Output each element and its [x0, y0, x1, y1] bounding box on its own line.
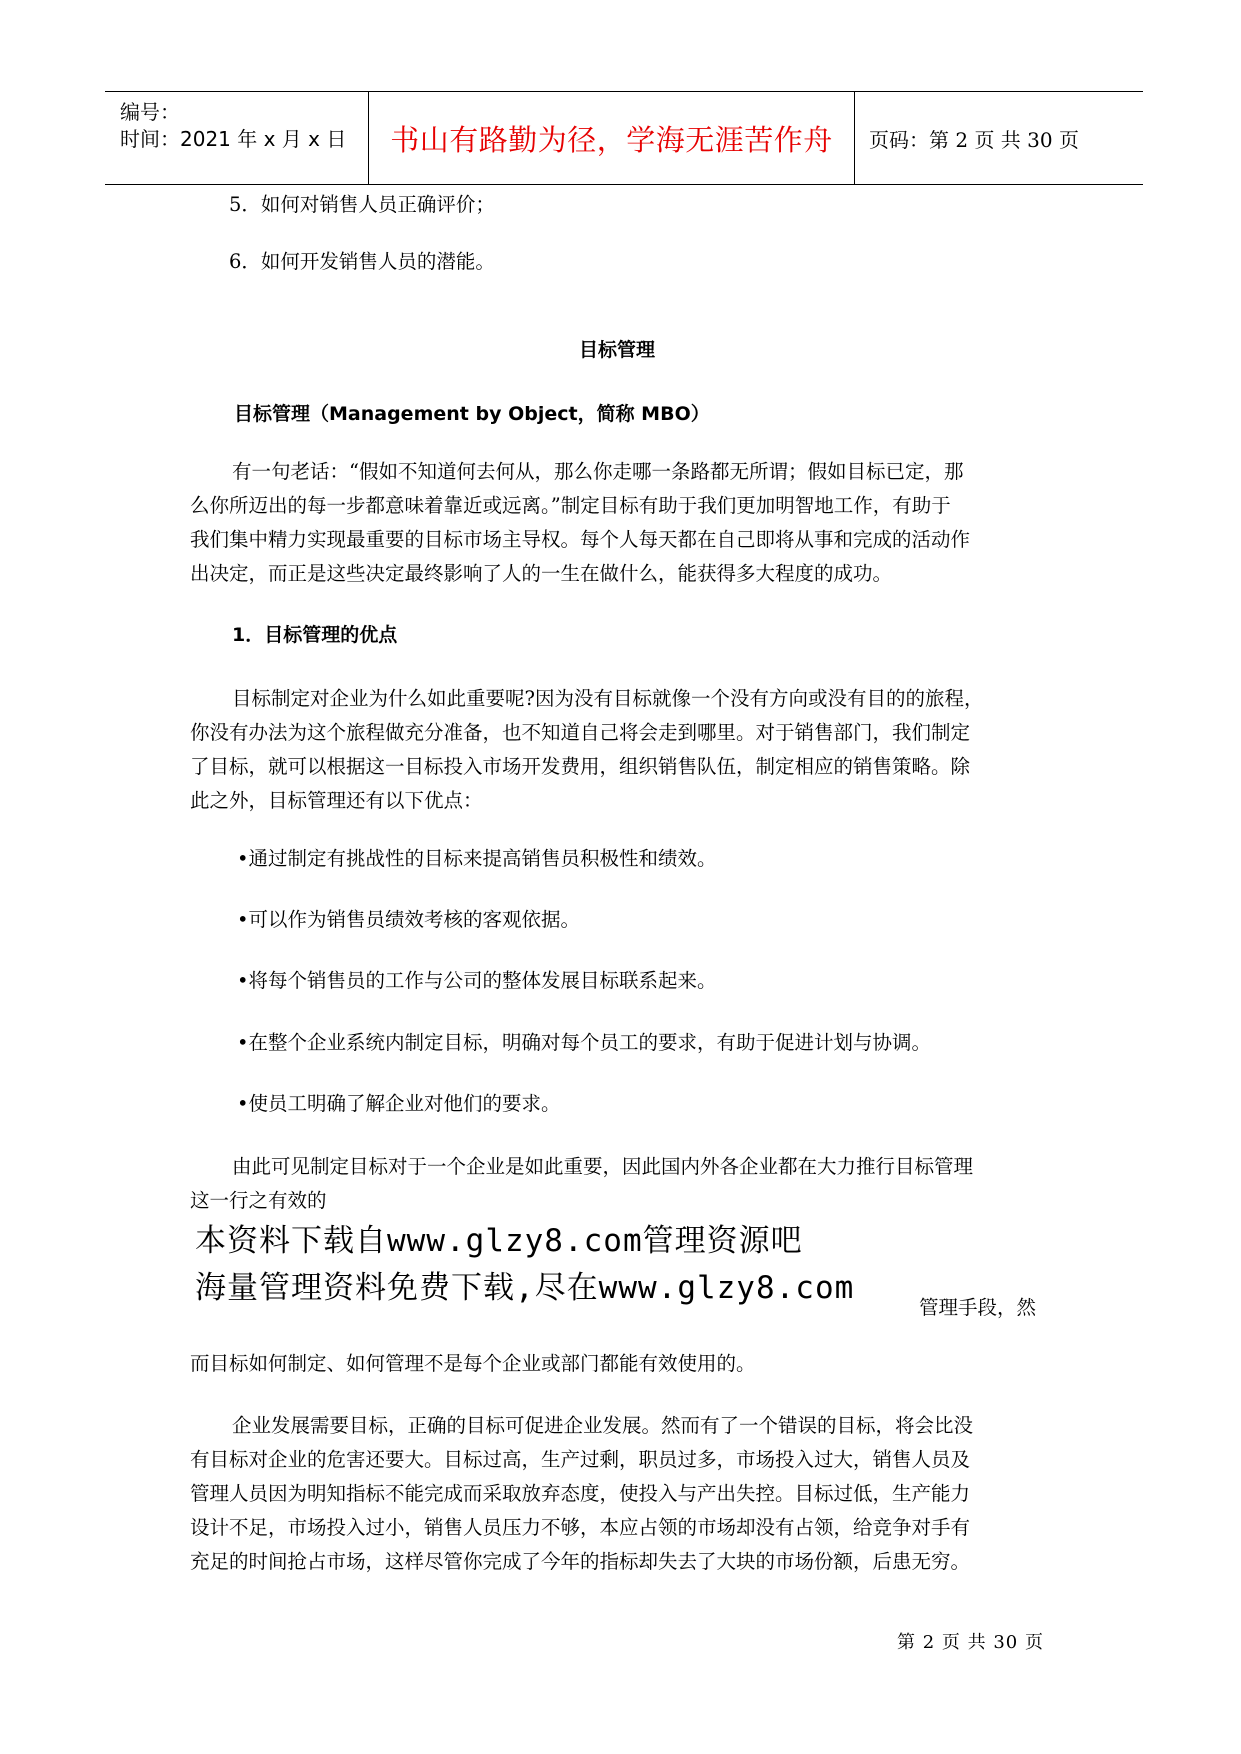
bullet-item: •可以作为销售员绩效考核的客观依据。: [237, 908, 581, 931]
paragraph-line: 由此可见制定目标对于一个企业是如此重要，因此国内外各企业都在大力推行目标管理: [232, 1155, 974, 1178]
header-page-code: 页码：第 2 页 共 30 页: [869, 127, 1079, 152]
document-time-label: 时间：2021 年 x 月 x 日: [120, 127, 347, 151]
bullet-item: •使员工明确了解企业对他们的要求。: [237, 1092, 561, 1115]
promo-line-2: 海量管理资料免费下载,尽在www.glzy8.com: [195, 1270, 855, 1306]
paragraph-line: 充足的时间抢占市场，这样尽管你完成了今年的指标却失去了大块的市场份额，后患无穷。: [190, 1550, 971, 1573]
bullet-item: •将每个销售员的工作与公司的整体发展目标联系起来。: [237, 969, 717, 992]
paragraph-line: 我们集中精力实现最重要的目标市场主导权。每个人每天都在自己即将从事和完成的活动作: [190, 528, 971, 551]
section-subtitle: 目标管理（Management by Object，简称 MBO）: [234, 403, 710, 425]
header-page-cell: [855, 92, 1143, 184]
page-footer: 第 2 页 共 30 页: [897, 1632, 1044, 1653]
paragraph-line: 设计不足，市场投入过小，销售人员压力不够，本应占领的市场却没有占领，给竞争对手有: [190, 1516, 971, 1539]
heading-advantages: 1．目标管理的优点: [232, 624, 398, 646]
bullet-item: •通过制定有挑战性的目标来提高销售员积极性和绩效。: [237, 847, 717, 870]
header-slogan: 书山有路勤为径，学海无涯苦作舟: [390, 122, 833, 157]
paragraph-intro: [190, 455, 1062, 591]
document-number-label: 编号：: [120, 100, 180, 124]
paragraph-line: 管理人员因为明知指标不能完成而采取放弃态度，使投入与产出失控。目标过低，生产能力: [190, 1482, 971, 1505]
header-slogan-cell: [369, 92, 855, 184]
paragraph-line: 企业发展需要目标，正确的目标可促进企业发展。然而有了一个错误的目标，将会比没: [232, 1414, 974, 1437]
paragraph-line: 出决定，而正是这些决定最终影响了人的一生在做什么，能获得多大程度的成功。: [190, 562, 893, 585]
paragraph-line: 有一句老话：“假如不知道何去何从，那么你走哪一条路都无所谓；假如目标已定，那: [232, 460, 964, 483]
bullet-item: •在整个企业系统内制定目标，明确对每个员工的要求，有助于促进计划与协调。: [237, 1031, 932, 1054]
paragraph-line: 么你所迈出的每一步都意味着靠近或远离。”制定目标有助于我们更加明智地工作，有助于: [190, 494, 951, 517]
paragraph-line: 了目标，就可以根据这一目标投入市场开发费用，组织销售队伍，制定相应的销售策略。除: [190, 755, 971, 778]
paragraph-conclusion: [190, 1150, 1062, 1218]
paragraph-line: 目标制定对企业为什么如此重要呢?因为没有目标就像一个没有方向或没有目的的旅程，: [232, 687, 984, 710]
paragraph-risks: [190, 1409, 1062, 1579]
paragraph-line: 你没有办法为这个旅程做充分准备，也不知道自己将会走到哪里。对于销售部门，我们制定: [190, 721, 971, 744]
page-header: [105, 91, 1143, 185]
paragraph-advantages: [190, 682, 1062, 818]
paragraph-line: 有目标对企业的危害还要大。目标过高，生产过剩，职员过多，市场投入过大，销售人员及: [190, 1448, 971, 1471]
list-item-5: 5．如何对销售人员正确评价；: [229, 193, 495, 216]
promo-line-1: 本资料下载自www.glzy8.com管理资源吧: [195, 1223, 803, 1259]
section-title: 目标管理: [579, 339, 656, 361]
header-meta: [105, 92, 369, 184]
paragraph-conclusion-last: 而目标如何制定、如何管理不是每个企业或部门都能有效使用的。: [190, 1352, 756, 1375]
paragraph-line: 这一行之有效的: [190, 1189, 327, 1212]
paragraph-line: 此之外，目标管理还有以下优点：: [190, 789, 483, 812]
list-item-6: 6．如何开发销售人员的潜能。: [229, 250, 495, 273]
paragraph-tail: 管理手段，然: [919, 1296, 1037, 1319]
